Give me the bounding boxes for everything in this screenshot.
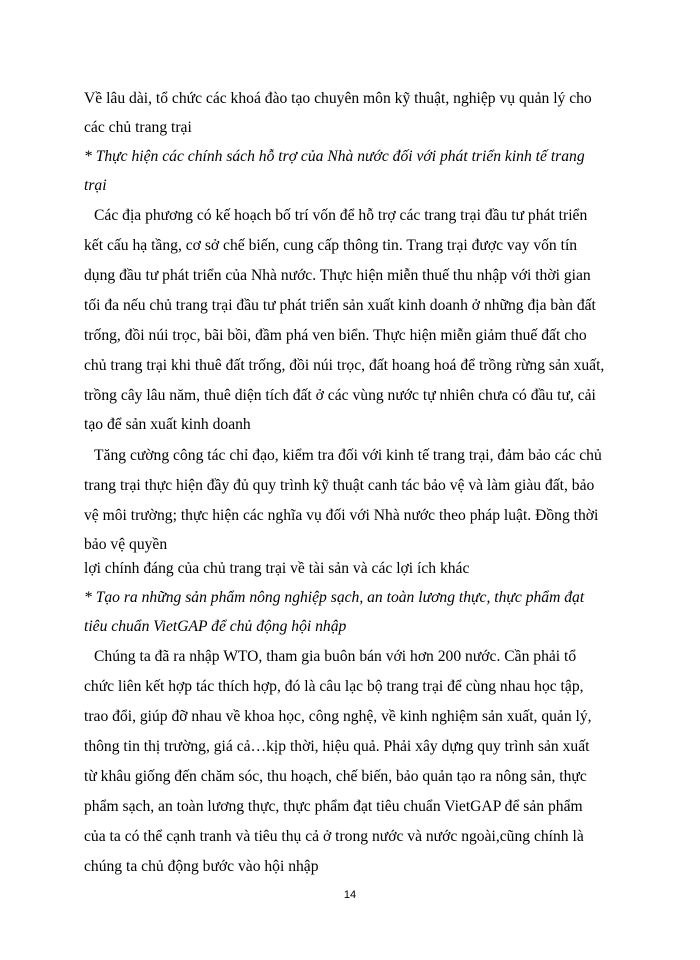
text-line-13: Tăng cường công tác chỉ đạo, kiểm tra đối với kinh tế trang trại, đảm bảo các chủ (94, 447, 602, 464)
text-line-11: trồng cây lâu năm, thuê diện tích đất ở các vùng nước tự nhiên chưa có đầu tư, cải (84, 387, 596, 404)
text-line-22: trao đổi, giúp đỡ nhau về khoa học, công nghệ, về kinh nghiệm sản xuất, quản lý, (84, 708, 592, 725)
text-line-20: Chúng ta đã ra nhập WTO, tham gia buôn bán với hơn 200 nước. Cần phải tổ (94, 648, 577, 665)
text-line-25: phẩm sạch, an toàn lương thực, thực phẩm đạt tiêu chuẩn VietGAP để sản phẩm (84, 798, 583, 815)
text-line-16: bảo vệ quyền (84, 536, 168, 553)
text-line-17: lợi chính đáng của chủ trang trại về tài sản và các lợi ích khác (84, 560, 470, 577)
text-line-2: các chủ trang trại (84, 119, 192, 136)
text-line-7: dụng đầu tư phát triển của Nhà nước. Thực hiện miễn thuế thu nhập với thời gian (84, 267, 591, 284)
text-line-27: chúng ta chủ động bước vào hội nhập (84, 858, 319, 875)
text-line-5: Các địa phương có kế hoạch bố trí vốn để hỗ trợ các trang trại đầu tư phát triển (94, 207, 588, 224)
text-line-6: kết cấu hạ tầng, cơ sở chế biến, cung cấp thông tin. Trang trại được vay vốn tín (84, 237, 578, 254)
text-line-8: tối đa nếu chủ trang trại đầu tư phát triển sản xuất kinh doanh ở những địa bàn đất (84, 297, 596, 314)
text-line-1: Về lâu dài, tổ chức các khoá đào tạo chuyên môn kỹ thuật, nghiệp vụ quản lý cho (84, 90, 592, 107)
text-line-24: từ khâu giống đến chăm sóc, thu hoạch, chế biến, bảo quản tạo ra nông sản, thực (84, 768, 587, 785)
text-line-12: tạo để sản xuất kinh doanh (84, 416, 251, 433)
text-line-9: trống, đồi núi trọc, bãi bồi, đầm phá ven biển. Thực hiện miễn giảm thuế đất cho (84, 327, 587, 344)
section-heading-1-cont: trại (84, 177, 107, 194)
text-line-15: vệ môi trường; thực hiện các nghĩa vụ đối với Nhà nước theo pháp luật. Đồng thời (84, 507, 599, 524)
text-line-10: chủ trang trại khi thuê đất trống, đồi núi trọc, đất hoang hoá để trồng rừng sản xuất, (84, 357, 605, 374)
section-heading-2: * Tạo ra những sản phẩm nông nghiệp sạch, an toàn lương thực, thực phẩm đạt (84, 589, 585, 606)
section-heading-2-cont: tiêu chuẩn VietGAP để chủ động hội nhập (84, 618, 347, 635)
section-heading-1: * Thực hiện các chính sách hỗ trợ của Nhà nước đối với phát triển kinh tế trang (84, 148, 585, 165)
page-number: 14 (343, 889, 357, 901)
text-line-26: của ta có thể cạnh tranh và tiêu thụ cả ở trong nước và nước ngoài,cũng chính là (84, 828, 584, 845)
text-line-14: trang trại thực hiện đầy đủ quy trình kỹ thuật canh tác bảo vệ và làm giàu đất, bảo (84, 477, 595, 494)
text-line-23: thông tin thị trường, giá cả…kịp thời, hiệu quả. Phải xây dựng quy trình sản xuất (84, 738, 590, 755)
text-line-21: chức liên kết hợp tác thích hợp, đó là câu lạc bộ trang trại để cùng nhau học tập, (84, 678, 584, 695)
